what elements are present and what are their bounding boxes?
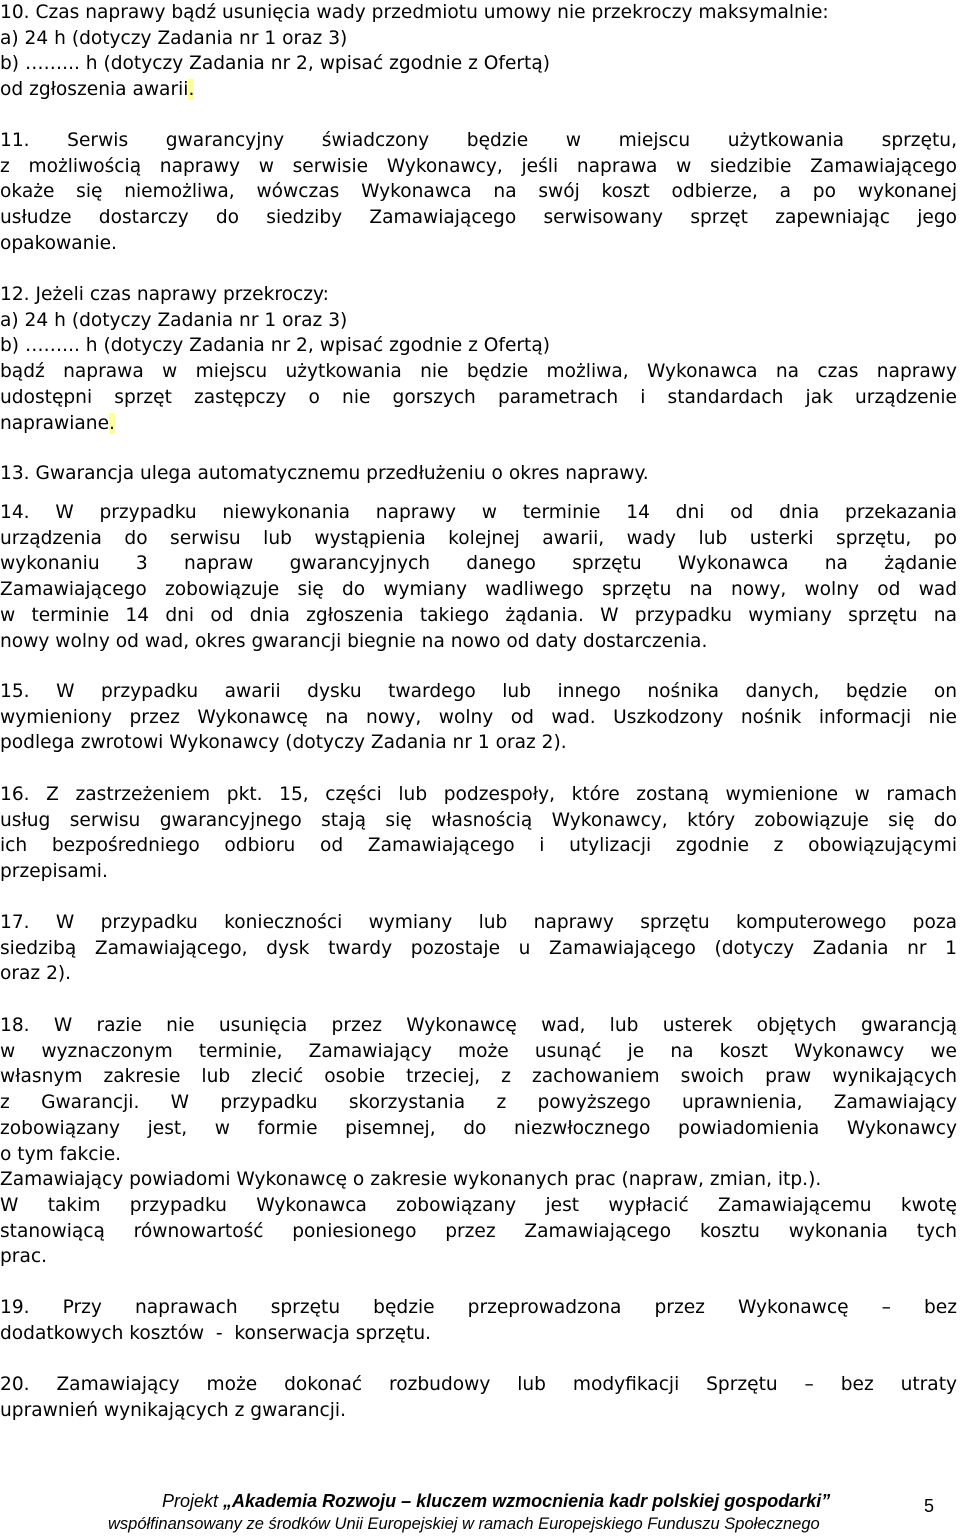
p20-line-last: uprawnień wynikających z gwarancji. (0, 1399, 346, 1421)
p17-line-last: oraz 2). (0, 963, 72, 985)
p18-line: w wyznaczonym terminie, Zamawiający może usunąć je na koszt Wykonawcy we (0, 1040, 957, 1062)
p18-line: W takim przypadku Wykonawca zobowiązany jest wypłacić Zamawiającemu kwotę (0, 1194, 957, 1216)
p10-line-1: 10. Czas naprawy bądź usunięcia wady przedmiotu umowy nie przekroczy maksymalnie: (0, 2, 829, 23)
p14-line: w terminie 14 dni od dnia zgłoszenia takiego żądania. W przypadku wymiany sprzętu na (0, 604, 957, 626)
p15-line: wymieniony przez Wykonawcę na nowy, wolny od wad. Uszkodzony nośnik informacji nie (0, 706, 957, 728)
p16-line: ich bezpośredniego odbioru od Zamawiającego i utylizacji zgodnie z obowiązującymi (0, 835, 957, 857)
paragraph-18 (0, 1013, 957, 1270)
p11-line-last: opakowanie. (0, 232, 117, 254)
paragraph-13 (0, 461, 957, 487)
paragraph-17 (0, 910, 957, 987)
p10-line-3: b) ……... h (dotyczy Zadania nr 2, wpisać zgodnie z Ofertą) (0, 53, 550, 75)
footer-project-label: Projekt (162, 1491, 219, 1511)
p17-line: 17. W przypadku konieczności wymiany lub naprawy sprzętu komputerowego poza (0, 912, 957, 933)
p19-line: 19. Przy naprawach sprzętu będzie przeprowadzona przez Wykonawcę – bez (0, 1297, 957, 1318)
p11-line: okaże się niemożliwa, wówczas Wykonawca na swój koszt odbierze, a po wykonanej (0, 181, 957, 203)
p10-line-2: a) 24 h (dotyczy Zadania nr 1 oraz 3) (0, 27, 348, 49)
paragraph-20 (0, 1372, 957, 1423)
p13-line: 13. Gwarancja ulega automatycznemu przedłużeniu o okres naprawy. (0, 463, 649, 484)
paragraph-19 (0, 1295, 957, 1346)
paragraph-11 (0, 128, 957, 257)
p14-line: Zamawiającego zobowiązuje się do wymiany wadliwego sprzętu na nowy, wolny od wad (0, 579, 957, 601)
paragraph-14 (0, 500, 957, 654)
p18-line: z Gwarancji. W przypadku skorzystania z powyższego uprawnienia, Zamawiający (0, 1092, 957, 1114)
p11-line: z możliwością naprawy w serwisie Wykonawcy, jeśli naprawa w siedzibie Zamawiającego (0, 155, 957, 177)
paragraph-15 (0, 679, 957, 756)
p12-line: bądź naprawa w miejscu użytkowania nie będzie możliwa, Wykonawca na czas naprawy (0, 361, 957, 383)
footer-cofinance: współfinansowany ze środków Unii Europejskiej w ramach Europejskiego Funduszu Społecznego (108, 1515, 820, 1533)
p19-line-last: dodatkowych kosztów - konserwacja sprzętu. (0, 1322, 432, 1344)
paragraph-12 (0, 282, 957, 436)
p11-line: usłudze dostarczy do siedziby Zamawiającego serwisowany sprzęt zapewniając jego (0, 207, 957, 229)
p12-line-2: a) 24 h (dotyczy Zadania nr 1 oraz 3) (0, 309, 348, 331)
p12-line: udostępni sprzęt zastępczy o nie gorszych parametrach i standardach jak urządzenie (0, 386, 957, 408)
p18-line: własnym zakresie lub zlecić osobie trzeciej, z zachowaniem swoich praw wynikających (0, 1066, 957, 1088)
p12-line-last: naprawiane. (0, 412, 115, 434)
p20-line: 20. Zamawiający może dokonać rozbudowy lub modyfikacji Sprzętu – bez utraty (0, 1374, 957, 1395)
footer-project-title: „Akademia Rozwoju – kluczem wzmocnienia kadr polskiej gospodarki” (223, 1491, 831, 1511)
footer-project (162, 1491, 830, 1512)
p16-line: 16. Z zastrzeżeniem pkt. 15, części lub podzespoły, które zostaną wymienione w ramach (0, 784, 957, 805)
p12-line-1: 12. Jeżeli czas naprawy przekroczy: (0, 284, 329, 305)
highlight-mark: . (188, 79, 195, 101)
p12-line-3: b) ……... h (dotyczy Zadania nr 2, wpisać zgodnie z Ofertą) (0, 335, 550, 357)
highlight-mark: . (109, 412, 115, 434)
p18-line-last-2: prac. (0, 1246, 47, 1268)
p14-line: wykonaniu 3 napraw gwarancyjnych danego sprzętu Wykonawca na żądanie (0, 553, 957, 575)
p18-line: 18. W razie nie usunięcia przez Wykonawcę wad, lub usterek objętych gwarancją (0, 1015, 957, 1036)
p16-line-last: przepisami. (0, 861, 108, 883)
p18-line-notify: Zamawiający powiadomi Wykonawcę o zakresie wykonanych prac (napraw, zmian, itp.). (0, 1169, 822, 1191)
p18-line-last: o tym fakcie. (0, 1143, 122, 1165)
p14-line: urządzenia do serwisu lub wystąpienia kolejnej awarii, wady lub usterki sprzętu, po (0, 527, 957, 549)
page-footer (0, 1488, 960, 1539)
page-number: 5 (924, 1496, 935, 1516)
p18-line: zobowiązany jest, w formie pisemnej, do niezwłocznego powiadomienia Wykonawcy (0, 1117, 957, 1139)
paragraph-16 (0, 782, 957, 885)
p14-line-last: nowy wolny od wad, okres gwarancji biegnie na nowo od daty dostarczenia. (0, 630, 708, 652)
p10-line-4: od zgłoszenia awarii. (0, 79, 195, 101)
p17-line: siedzibą Zamawiającego, dysk twardy pozostaje u Zamawiającego (dotyczy Zadania nr 1 (0, 937, 957, 959)
p14-line: 14. W przypadku niewykonania naprawy w terminie 14 dni od dnia przekazania (0, 502, 957, 523)
p18-line: stanowiącą równowartość poniesionego przez Zamawiającego kosztu wykonania tych (0, 1220, 957, 1242)
p16-line: usług serwisu gwarancyjnego stają się własnością Wykonawcy, który zobowiązuje się do (0, 809, 957, 831)
p15-line: 15. W przypadku awarii dysku twardego lub innego nośnika danych, będzie on (0, 681, 957, 702)
p15-line-last: podlega zwrotowi Wykonawcy (dotyczy Zadania nr 1 oraz 2). (0, 732, 567, 754)
p11-line: 11. Serwis gwarancyjny świadczony będzie w miejscu użytkowania sprzętu, (0, 130, 957, 151)
paragraph-10 (0, 0, 957, 103)
